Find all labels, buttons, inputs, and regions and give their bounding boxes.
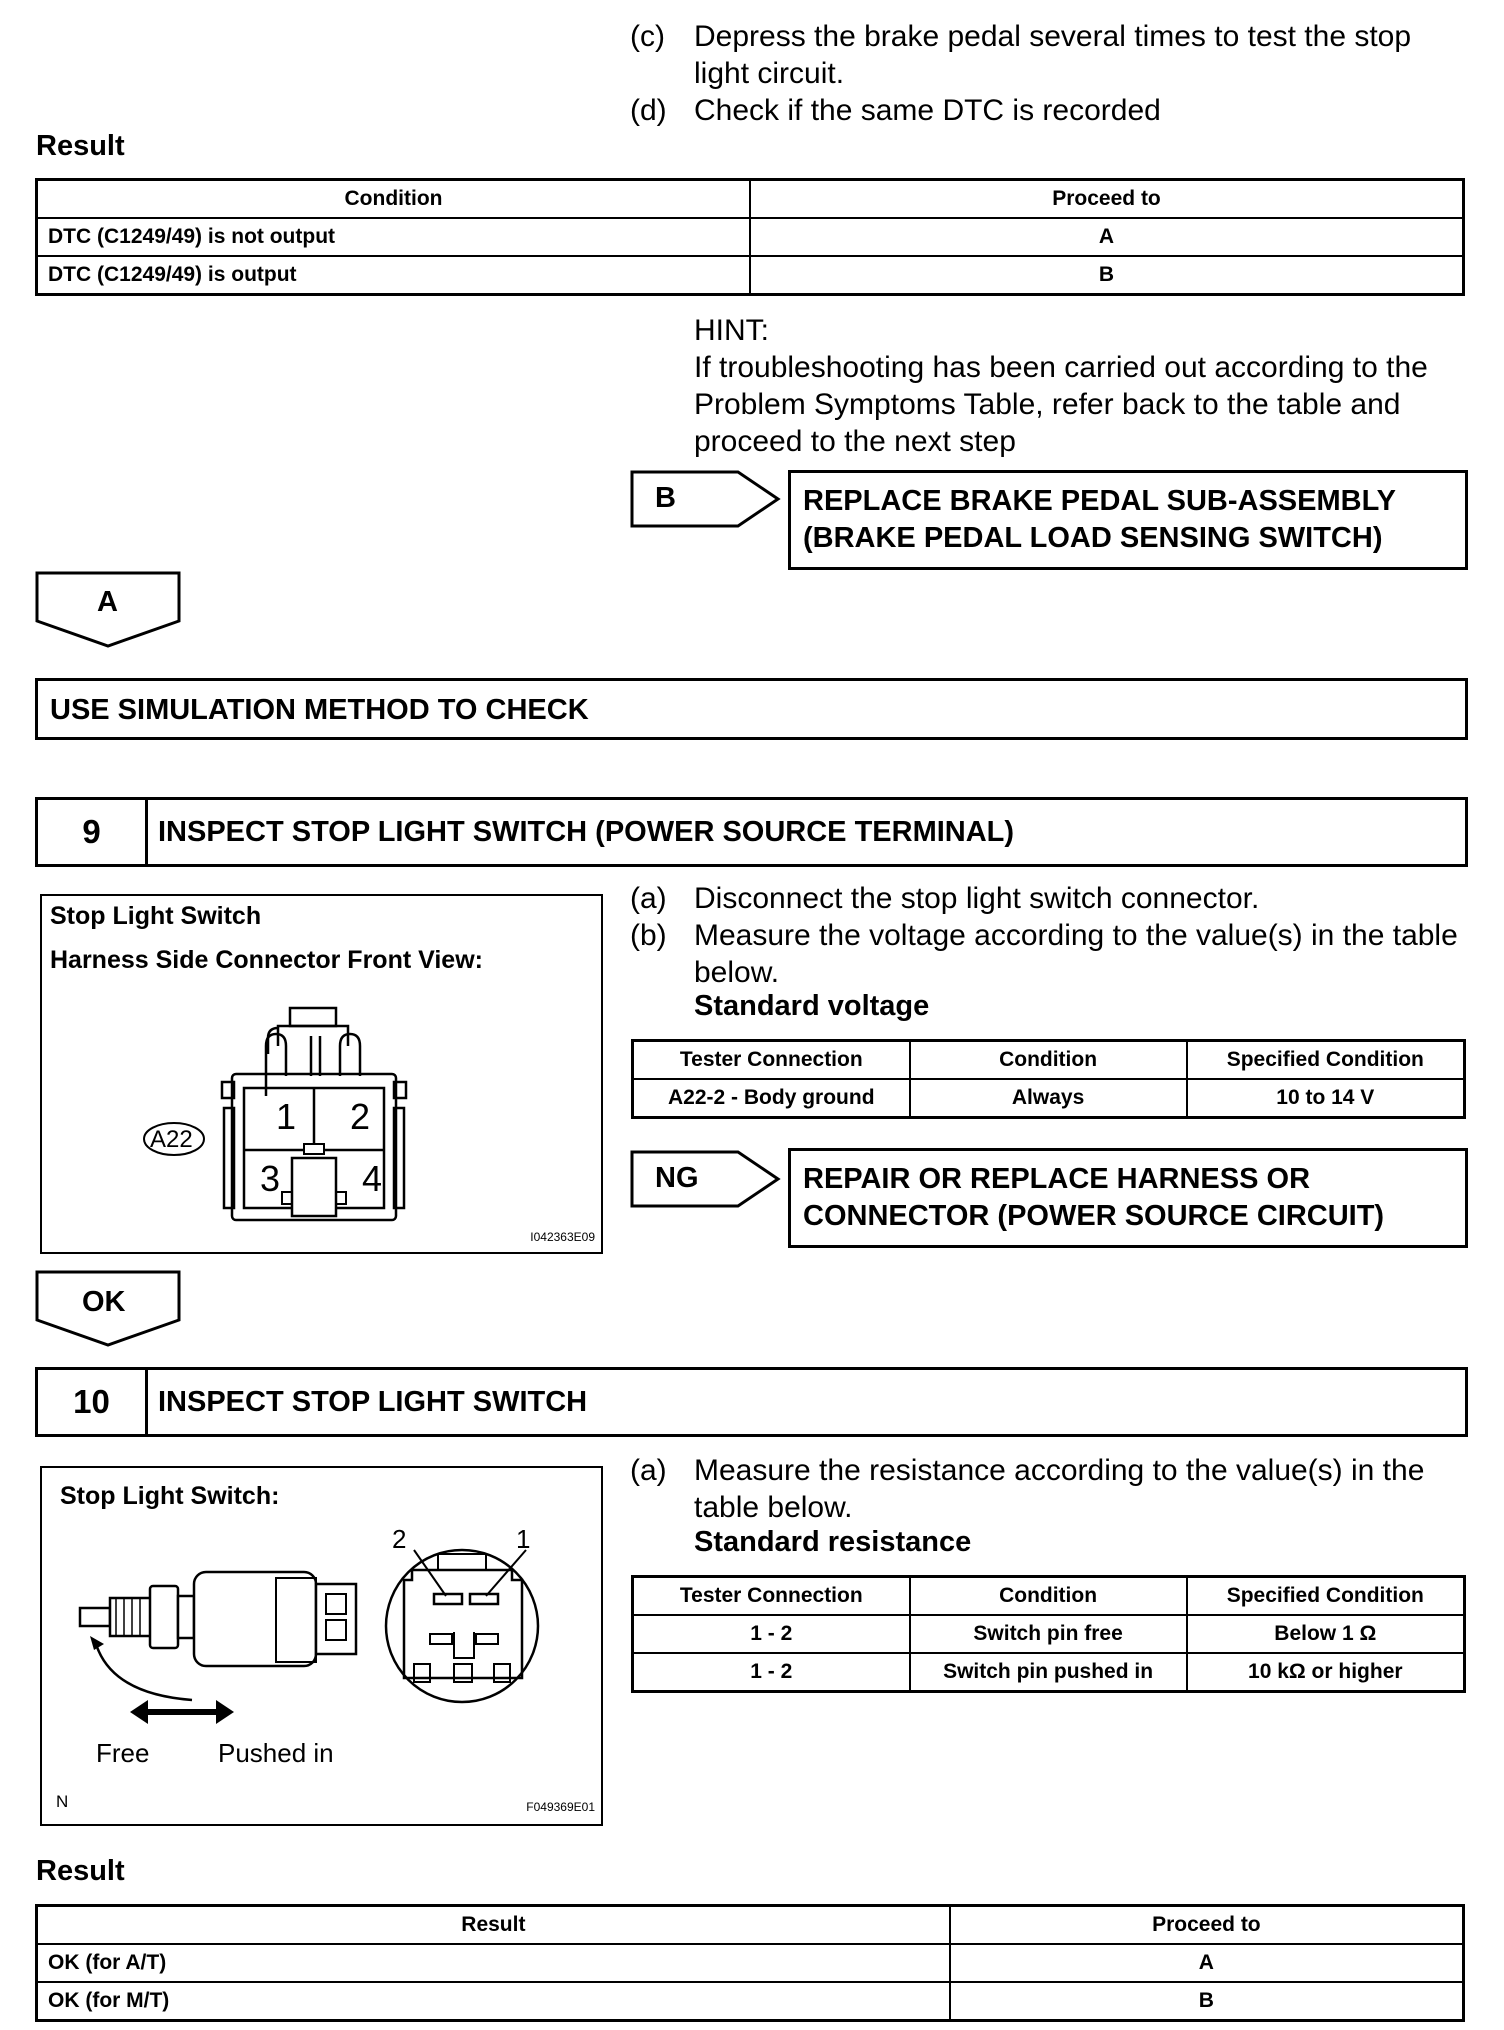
table-row: OK (for M/T) B bbox=[37, 1982, 1464, 2021]
step10-steps bbox=[630, 1452, 1460, 1526]
figure-subtitle: Harness Side Connector Front View: bbox=[50, 946, 483, 974]
step10-header bbox=[35, 1367, 1468, 1437]
connector-a22-diagram bbox=[42, 896, 602, 1252]
result-table-2 bbox=[35, 1904, 1465, 2022]
figure-title: Stop Light Switch bbox=[50, 902, 262, 930]
step9-header bbox=[35, 797, 1468, 867]
step10-standard-label: Standard resistance bbox=[694, 1526, 972, 1558]
branch-b-box: REPLACE BRAKE PEDAL SUB-ASSEMBLY (BRAKE PEDAL LOAD SENSING SWITCH) bbox=[788, 470, 1468, 570]
pin-1-label: 1 bbox=[516, 1524, 531, 1554]
table-header-row: Tester Connection Condition Specified Condition bbox=[633, 1577, 1465, 1616]
table-row: DTC (C1249/49) is output B bbox=[37, 256, 1464, 295]
step-c: (c) Depress the brake pedal several times to test the stop light circuit. bbox=[630, 20, 1412, 90]
step9-figure bbox=[40, 894, 603, 1254]
figure-title: Stop Light Switch: bbox=[60, 1482, 280, 1510]
step10-spec-table bbox=[631, 1575, 1466, 1693]
table-row: A22-2 - Body ground Always 10 to 14 V bbox=[633, 1079, 1465, 1118]
ng-tag: NG bbox=[655, 1162, 699, 1194]
branch-b-arrow bbox=[630, 470, 782, 528]
ok-tag: OK bbox=[82, 1286, 126, 1318]
pin-3: 3 bbox=[260, 1158, 281, 1199]
pushed-in-label: Pushed in bbox=[218, 1738, 334, 1768]
table-row: DTC (C1249/49) is not output A bbox=[37, 218, 1464, 256]
pin-4: 4 bbox=[362, 1158, 383, 1199]
figure-id: F049369E01 bbox=[526, 1800, 595, 1814]
figure-id: I042363E09 bbox=[530, 1230, 595, 1244]
pin-1: 1 bbox=[276, 1096, 297, 1137]
step9-steps bbox=[630, 880, 1460, 991]
step9-standard-label: Standard voltage bbox=[694, 990, 930, 1022]
pin-2-label: 2 bbox=[392, 1524, 407, 1554]
top-steps bbox=[630, 18, 1460, 129]
step10-number: 10 bbox=[38, 1370, 148, 1434]
stop-light-switch-diagram bbox=[42, 1468, 602, 1824]
ng-arrow bbox=[630, 1150, 782, 1208]
step10-title: INSPECT STOP LIGHT SWITCH bbox=[158, 1385, 588, 1418]
table-header-row: Tester Connection Condition Specified Condition bbox=[633, 1041, 1465, 1080]
result-label: Result bbox=[36, 1855, 125, 1887]
connector-label: A22 bbox=[150, 1126, 193, 1153]
branch-a-tag: A bbox=[97, 586, 118, 618]
step9-number: 9 bbox=[38, 800, 148, 864]
simulation-box: USE SIMULATION METHOD TO CHECK bbox=[35, 678, 1468, 740]
hint bbox=[694, 312, 1464, 460]
header-proceed: Proceed to bbox=[750, 180, 1464, 219]
pin-2: 2 bbox=[350, 1096, 371, 1137]
free-label: Free bbox=[96, 1738, 150, 1768]
corner-label: N bbox=[56, 1792, 69, 1811]
header-proceed: Proceed to bbox=[950, 1906, 1464, 1945]
step9-title: INSPECT STOP LIGHT SWITCH (POWER SOURCE TERMINAL) bbox=[158, 815, 1015, 848]
result-label: Result bbox=[36, 130, 125, 162]
table-row: 1 - 2 Switch pin free Below 1 Ω bbox=[633, 1615, 1465, 1653]
step9-spec-table bbox=[631, 1039, 1466, 1119]
result-table bbox=[35, 178, 1465, 296]
table-row: OK (for A/T) A bbox=[37, 1944, 1464, 1982]
table-header-row bbox=[37, 180, 1464, 219]
ng-box: REPAIR OR REPLACE HARNESS OR CONNECTOR (POWER SOURCE CIRCUIT) bbox=[788, 1148, 1468, 1248]
table-row: 1 - 2 Switch pin pushed in 10 kΩ or higher bbox=[633, 1653, 1465, 1692]
header-result: Result bbox=[37, 1906, 950, 1945]
hint-title: HINT: bbox=[694, 314, 769, 347]
hint-text: If troubleshooting has been carried out according to the Problem Symptoms Table, refer back to the table and proceed to the next step bbox=[694, 351, 1428, 458]
step9-a: (a) Disconnect the stop light switch connector. bbox=[630, 882, 1260, 915]
table-header-row bbox=[37, 1906, 1464, 1945]
branch-b-tag: B bbox=[655, 482, 676, 514]
step10-figure bbox=[40, 1466, 603, 1826]
step-d: (d) Check if the same DTC is recorded bbox=[630, 94, 1161, 127]
step9-b: (b) Measure the voltage according to the value(s) in the table below. bbox=[630, 919, 1458, 989]
header-condition: Condition bbox=[37, 180, 751, 219]
step10-a: (a) Measure the resistance according to the value(s) in the table below. bbox=[630, 1454, 1425, 1524]
